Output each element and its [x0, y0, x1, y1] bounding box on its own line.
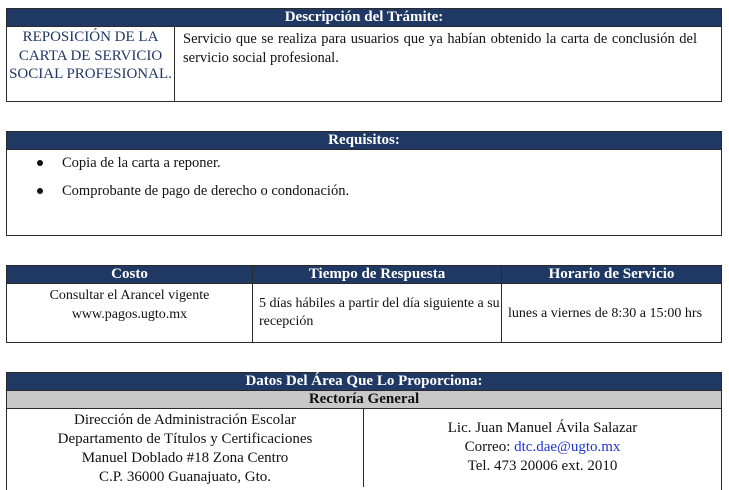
address-line: Dirección de Administración Escolar [73, 412, 296, 428]
requisitos-table [6, 131, 722, 236]
costo-header: Costo [7, 266, 253, 283]
servicio-header-row [7, 266, 721, 284]
descripcion-table [6, 8, 722, 102]
tiempo-cell [253, 284, 502, 342]
address-cell [7, 409, 364, 487]
area-table [6, 372, 722, 490]
contact-name: Lic. Juan Manuel Ávila Salazar [447, 420, 638, 436]
list-item: Copia de la carta a reponer. [7, 150, 721, 178]
bullet-icon [37, 160, 43, 166]
horario-text: lunes a viernes de 8:30 a 15:00 hrs [508, 305, 703, 321]
tramite-name: REPOSICIÓN DE LA CARTA DE SERVICIO SOCIAL PROFESIONAL. [7, 27, 175, 101]
tiempo-header: Tiempo de Respuesta [253, 266, 502, 283]
tramite-description: Servicio que se realiza para usuarios que ya habían obtenido la carta de conclusión del servicio social profesional. [183, 31, 697, 66]
email-line [364, 438, 721, 457]
costo-cell [7, 284, 253, 342]
address-line: C.P. 36000 Guanajuato, Gto. [98, 469, 272, 485]
requisitos-list [7, 150, 721, 206]
email-link[interactable]: dtc.dae@ugto.mx [514, 439, 621, 455]
list-item: Comprobante de pago de derecho o condonación. [7, 178, 721, 206]
pagos-link[interactable]: www.pagos.ugto.mx [71, 307, 188, 322]
tiempo-text: 5 días hábiles a partir del día siguiente a su recepción [259, 296, 500, 329]
area-header: Datos Del Área Que Lo Proporciona: [7, 373, 721, 391]
address-line: Departamento de Títulos y Certificaciones [57, 431, 313, 447]
descripcion-header: Descripción del Trámite: [7, 9, 721, 27]
area-subheader: Rectoría General [7, 391, 721, 409]
horario-header: Horario de Servicio [548, 266, 675, 282]
contact-cell [364, 409, 721, 487]
servicio-table [6, 265, 722, 343]
email-label: Correo: [464, 439, 511, 455]
costo-text: Consultar el Arancel vigente [49, 288, 210, 303]
horario-cell [502, 284, 721, 342]
requisitos-header: Requisitos: [7, 132, 721, 150]
phone: Tel. 473 20006 ext. 2010 [467, 458, 618, 474]
bullet-icon [37, 188, 43, 194]
address-line: Manuel Doblado #18 Zona Centro [81, 450, 289, 466]
